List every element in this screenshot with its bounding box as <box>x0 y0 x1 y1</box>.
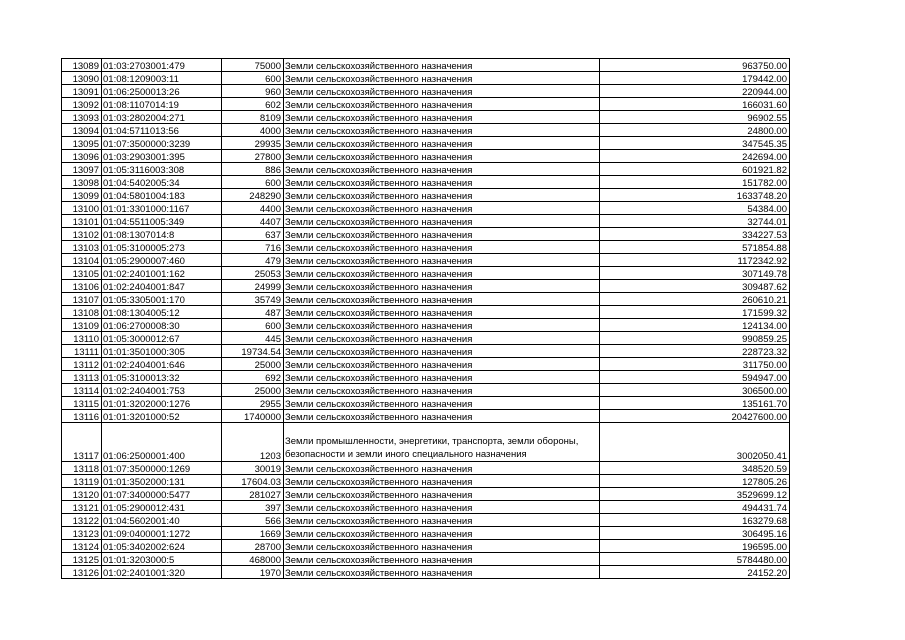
land-category-cell: Земли сельскохозяйственного назначения <box>284 332 600 345</box>
table-row <box>62 163 790 176</box>
row-number-cell: 13106 <box>62 280 102 293</box>
row-number-cell: 13107 <box>62 293 102 306</box>
area-cell: 1669 <box>222 527 284 540</box>
land-category-cell: Земли сельскохозяйственного назначения <box>284 319 600 332</box>
land-category-cell: Земли сельскохозяйственного назначения <box>284 410 600 423</box>
spreadsheet-page <box>61 58 790 579</box>
area-cell: 28700 <box>222 540 284 553</box>
cadastral-number-cell: 01:02:2404001:646 <box>102 358 222 371</box>
area-cell: 25053 <box>222 267 284 280</box>
land-category-cell: Земли сельскохозяйственного назначения <box>284 501 600 514</box>
area-cell: 468000 <box>222 553 284 566</box>
row-number-cell: 13103 <box>62 241 102 254</box>
area-cell: 25000 <box>222 358 284 371</box>
row-number-cell: 13111 <box>62 345 102 358</box>
area-cell: 4000 <box>222 124 284 137</box>
row-number-cell: 13114 <box>62 384 102 397</box>
area-cell: 600 <box>222 72 284 85</box>
land-category-cell: Земли сельскохозяйственного назначения <box>284 85 600 98</box>
cadastral-value-cell: 347545.35 <box>600 137 790 150</box>
area-cell: 35749 <box>222 293 284 306</box>
table-row <box>62 267 790 280</box>
area-cell: 19734.54 <box>222 345 284 358</box>
area-cell: 1970 <box>222 566 284 579</box>
row-number-cell: 13097 <box>62 163 102 176</box>
land-category-cell: Земли сельскохозяйственного назначения <box>284 202 600 215</box>
row-number-cell: 13120 <box>62 488 102 501</box>
row-number-cell: 13092 <box>62 98 102 111</box>
cadastral-number-cell: 01:01:3501000:305 <box>102 345 222 358</box>
cadastral-value-cell: 220944.00 <box>600 85 790 98</box>
cadastral-value-cell: 127805.26 <box>600 475 790 488</box>
table-row <box>62 397 790 410</box>
area-cell: 4407 <box>222 215 284 228</box>
cadastral-value-cell: 990859.25 <box>600 332 790 345</box>
cadastral-number-cell: 01:08:1107014:19 <box>102 98 222 111</box>
land-category-cell: Земли сельскохозяйственного назначения <box>284 371 600 384</box>
cadastral-value-cell: 96902.55 <box>600 111 790 124</box>
cadastral-value-cell: 163279.68 <box>600 514 790 527</box>
table-row <box>62 306 790 319</box>
cadastral-number-cell: 01:02:2404001:847 <box>102 280 222 293</box>
cadastral-number-cell: 01:03:2703001:479 <box>102 59 222 72</box>
table-row <box>62 384 790 397</box>
table-row <box>62 358 790 371</box>
land-category-cell: Земли сельскохозяйственного назначения <box>284 254 600 267</box>
row-number-cell: 13095 <box>62 137 102 150</box>
land-category-cell: Земли сельскохозяйственного назначения <box>284 59 600 72</box>
land-category-cell: Земли сельскохозяйственного назначения <box>284 345 600 358</box>
cadastral-value-cell: 5784480.00 <box>600 553 790 566</box>
cadastral-value-cell: 334227.53 <box>600 228 790 241</box>
area-cell: 602 <box>222 98 284 111</box>
cadastral-number-cell: 01:04:5801004:183 <box>102 189 222 202</box>
table-row <box>62 98 790 111</box>
land-category-cell: Земли сельскохозяйственного назначения <box>284 150 600 163</box>
cadastral-value-cell: 196595.00 <box>600 540 790 553</box>
cadastral-number-cell: 01:06:2500001:400 <box>102 423 222 462</box>
area-cell: 4400 <box>222 202 284 215</box>
area-cell: 1203 <box>222 423 284 462</box>
land-category-cell: Земли сельскохозяйственного назначения <box>284 267 600 280</box>
row-number-cell: 13105 <box>62 267 102 280</box>
table-row <box>62 215 790 228</box>
cadastral-number-cell: 01:04:5602001:40 <box>102 514 222 527</box>
land-category-cell: Земли сельскохозяйственного назначения <box>284 475 600 488</box>
cadastral-value-cell: 151782.00 <box>600 176 790 189</box>
cadastral-value-cell: 179442.00 <box>600 72 790 85</box>
cadastral-value-cell: 171599.32 <box>600 306 790 319</box>
row-number-cell: 13116 <box>62 410 102 423</box>
land-category-cell: Земли сельскохозяйственного назначения <box>284 98 600 111</box>
cadastral-number-cell: 01:01:3201000:52 <box>102 410 222 423</box>
row-number-cell: 13104 <box>62 254 102 267</box>
cadastral-number-cell: 01:06:2500013:26 <box>102 85 222 98</box>
cadastral-value-cell: 24152.20 <box>600 566 790 579</box>
area-cell: 566 <box>222 514 284 527</box>
land-category-cell: Земли сельскохозяйственного назначения <box>284 280 600 293</box>
area-cell: 886 <box>222 163 284 176</box>
cadastral-number-cell: 01:05:3305001:170 <box>102 293 222 306</box>
cadastral-number-cell: 01:01:3202000:1276 <box>102 397 222 410</box>
table-row <box>62 410 790 423</box>
cadastral-value-cell: 309487.62 <box>600 280 790 293</box>
cadastral-number-cell: 01:04:5402005:34 <box>102 176 222 189</box>
row-number-cell: 13094 <box>62 124 102 137</box>
cadastral-number-cell: 01:01:3203000:5 <box>102 553 222 566</box>
cadastral-number-cell: 01:08:1209003:11 <box>102 72 222 85</box>
land-category-cell: Земли сельскохозяйственного назначения <box>284 124 600 137</box>
cadastral-value-cell: 260610.21 <box>600 293 790 306</box>
cadastral-value-cell: 166031.60 <box>600 98 790 111</box>
cadastral-number-cell: 01:03:2802004:271 <box>102 111 222 124</box>
cadastral-number-cell: 01:05:2900007:460 <box>102 254 222 267</box>
cadastral-number-cell: 01:05:3100005:273 <box>102 241 222 254</box>
cadastral-value-cell: 306500.00 <box>600 384 790 397</box>
area-cell: 30019 <box>222 462 284 475</box>
cadastral-number-cell: 01:05:3000012:67 <box>102 332 222 345</box>
cadastral-number-cell: 01:07:3500000:3239 <box>102 137 222 150</box>
row-number-cell: 13119 <box>62 475 102 488</box>
table-row <box>62 254 790 267</box>
row-number-cell: 13109 <box>62 319 102 332</box>
cadastral-value-cell: 494431.74 <box>600 501 790 514</box>
area-cell: 281027 <box>222 488 284 501</box>
cadastral-number-cell: 01:02:2401001:162 <box>102 267 222 280</box>
land-category-cell: Земли сельскохозяйственного назначения <box>284 176 600 189</box>
area-cell: 75000 <box>222 59 284 72</box>
row-number-cell: 13098 <box>62 176 102 189</box>
table-row <box>62 150 790 163</box>
table-row <box>62 124 790 137</box>
area-cell: 2955 <box>222 397 284 410</box>
table-row <box>62 59 790 72</box>
cadastral-number-cell: 01:05:3116003:308 <box>102 163 222 176</box>
row-number-cell: 13091 <box>62 85 102 98</box>
row-number-cell: 13099 <box>62 189 102 202</box>
area-cell: 600 <box>222 176 284 189</box>
table-row <box>62 423 790 462</box>
table-row <box>62 540 790 553</box>
area-cell: 29935 <box>222 137 284 150</box>
cadastral-value-cell: 3529699.12 <box>600 488 790 501</box>
land-category-cell: Земли сельскохозяйственного назначения <box>284 514 600 527</box>
table-row <box>62 553 790 566</box>
area-cell: 8109 <box>222 111 284 124</box>
area-cell: 716 <box>222 241 284 254</box>
row-number-cell: 13113 <box>62 371 102 384</box>
row-number-cell: 13089 <box>62 59 102 72</box>
table-row <box>62 475 790 488</box>
row-number-cell: 13125 <box>62 553 102 566</box>
land-category-cell: Земли сельскохозяйственного назначения <box>284 306 600 319</box>
cadastral-number-cell: 01:09:0400001:1272 <box>102 527 222 540</box>
table-row <box>62 111 790 124</box>
land-category-cell: Земли сельскохозяйственного назначения <box>284 358 600 371</box>
row-number-cell: 13093 <box>62 111 102 124</box>
row-number-cell: 13121 <box>62 501 102 514</box>
cadastral-number-cell: 01:02:2404001:753 <box>102 384 222 397</box>
area-cell: 692 <box>222 371 284 384</box>
land-category-cell: Земли сельскохозяйственного назначения <box>284 189 600 202</box>
table-row <box>62 462 790 475</box>
row-number-cell: 13122 <box>62 514 102 527</box>
cadastral-value-cell: 963750.00 <box>600 59 790 72</box>
cadastral-value-cell: 307149.78 <box>600 267 790 280</box>
area-cell: 25000 <box>222 384 284 397</box>
land-category-cell: Земли сельскохозяйственного назначения <box>284 163 600 176</box>
land-category-cell: Земли сельскохозяйственного назначения <box>284 462 600 475</box>
cadastral-value-cell: 124134.00 <box>600 319 790 332</box>
cadastral-value-cell: 306495.16 <box>600 527 790 540</box>
row-number-cell: 13112 <box>62 358 102 371</box>
cadastral-value-cell: 32744.01 <box>600 215 790 228</box>
cadastral-value-cell: 3002050.41 <box>600 423 790 462</box>
row-number-cell: 13118 <box>62 462 102 475</box>
cadastral-value-cell: 1633748.20 <box>600 189 790 202</box>
table-row <box>62 371 790 384</box>
area-cell: 248290 <box>222 189 284 202</box>
cadastral-number-cell: 01:07:3400000:5477 <box>102 488 222 501</box>
table-row <box>62 527 790 540</box>
area-cell: 24999 <box>222 280 284 293</box>
cadastral-value-cell: 1172342.92 <box>600 254 790 267</box>
land-category-cell: Земли промышленности, энергетики, транспорта, земли обороны, безопасности и земли иного специального назначения <box>284 423 600 462</box>
table-row <box>62 514 790 527</box>
area-cell: 17604.03 <box>222 475 284 488</box>
land-plots-table-body <box>62 59 790 579</box>
row-number-cell: 13123 <box>62 527 102 540</box>
area-cell: 487 <box>222 306 284 319</box>
cadastral-number-cell: 01:02:2401001:320 <box>102 566 222 579</box>
row-number-cell: 13126 <box>62 566 102 579</box>
table-row <box>62 228 790 241</box>
cadastral-number-cell: 01:05:3402002:624 <box>102 540 222 553</box>
land-category-cell: Земли сельскохозяйственного назначения <box>284 540 600 553</box>
row-number-cell: 13124 <box>62 540 102 553</box>
cadastral-number-cell: 01:08:1304005:12 <box>102 306 222 319</box>
land-category-cell: Земли сельскохозяйственного назначения <box>284 397 600 410</box>
table-row <box>62 189 790 202</box>
area-cell: 479 <box>222 254 284 267</box>
area-cell: 397 <box>222 501 284 514</box>
cadastral-value-cell: 571854.88 <box>600 241 790 254</box>
row-number-cell: 13108 <box>62 306 102 319</box>
table-row <box>62 280 790 293</box>
table-row <box>62 332 790 345</box>
cadastral-value-cell: 601921.82 <box>600 163 790 176</box>
table-row <box>62 319 790 332</box>
cadastral-value-cell: 242694.00 <box>600 150 790 163</box>
cadastral-number-cell: 01:05:2900012:431 <box>102 501 222 514</box>
table-row <box>62 566 790 579</box>
table-row <box>62 176 790 189</box>
cadastral-value-cell: 54384.00 <box>600 202 790 215</box>
land-category-cell: Земли сельскохозяйственного назначения <box>284 527 600 540</box>
cadastral-number-cell: 01:03:2903001:395 <box>102 150 222 163</box>
cadastral-number-cell: 01:04:5711013:56 <box>102 124 222 137</box>
table-row <box>62 293 790 306</box>
row-number-cell: 13115 <box>62 397 102 410</box>
table-row <box>62 202 790 215</box>
land-category-cell: Земли сельскохозяйственного назначения <box>284 111 600 124</box>
land-category-cell: Земли сельскохозяйственного назначения <box>284 293 600 306</box>
land-category-cell: Земли сельскохозяйственного назначения <box>284 137 600 150</box>
table-row <box>62 137 790 150</box>
land-category-cell: Земли сельскохозяйственного назначения <box>284 488 600 501</box>
row-number-cell: 13110 <box>62 332 102 345</box>
cadastral-number-cell: 01:01:3301000:1167 <box>102 202 222 215</box>
table-row <box>62 345 790 358</box>
land-category-cell: Земли сельскохозяйственного назначения <box>284 384 600 397</box>
area-cell: 445 <box>222 332 284 345</box>
cadastral-number-cell: 01:01:3502000:131 <box>102 475 222 488</box>
cadastral-number-cell: 01:04:5511005:349 <box>102 215 222 228</box>
cadastral-number-cell: 01:05:3100013:32 <box>102 371 222 384</box>
area-cell: 637 <box>222 228 284 241</box>
row-number-cell: 13101 <box>62 215 102 228</box>
table-row <box>62 72 790 85</box>
land-category-cell: Земли сельскохозяйственного назначения <box>284 228 600 241</box>
cadastral-number-cell: 01:08:1307014:8 <box>102 228 222 241</box>
row-number-cell: 13090 <box>62 72 102 85</box>
cadastral-value-cell: 594947.00 <box>600 371 790 384</box>
cadastral-value-cell: 311750.00 <box>600 358 790 371</box>
cadastral-number-cell: 01:06:2700008:30 <box>102 319 222 332</box>
table-row <box>62 241 790 254</box>
area-cell: 27800 <box>222 150 284 163</box>
land-category-cell: Земли сельскохозяйственного назначения <box>284 72 600 85</box>
row-number-cell: 13102 <box>62 228 102 241</box>
table-row <box>62 488 790 501</box>
table-row <box>62 501 790 514</box>
land-category-cell: Земли сельскохозяйственного назначения <box>284 566 600 579</box>
land-category-cell: Земли сельскохозяйственного назначения <box>284 241 600 254</box>
row-number-cell: 13100 <box>62 202 102 215</box>
row-number-cell: 13117 <box>62 423 102 462</box>
cadastral-value-cell: 135161.70 <box>600 397 790 410</box>
cadastral-number-cell: 01:07:3500000:1269 <box>102 462 222 475</box>
cadastral-value-cell: 24800.00 <box>600 124 790 137</box>
cadastral-value-cell: 20427600.00 <box>600 410 790 423</box>
land-category-cell: Земли сельскохозяйственного назначения <box>284 553 600 566</box>
area-cell: 600 <box>222 319 284 332</box>
area-cell: 960 <box>222 85 284 98</box>
land-plots-table <box>61 58 790 579</box>
land-category-cell: Земли сельскохозяйственного назначения <box>284 215 600 228</box>
area-cell: 1740000 <box>222 410 284 423</box>
table-row <box>62 85 790 98</box>
row-number-cell: 13096 <box>62 150 102 163</box>
cadastral-value-cell: 348520.59 <box>600 462 790 475</box>
cadastral-value-cell: 228723.32 <box>600 345 790 358</box>
